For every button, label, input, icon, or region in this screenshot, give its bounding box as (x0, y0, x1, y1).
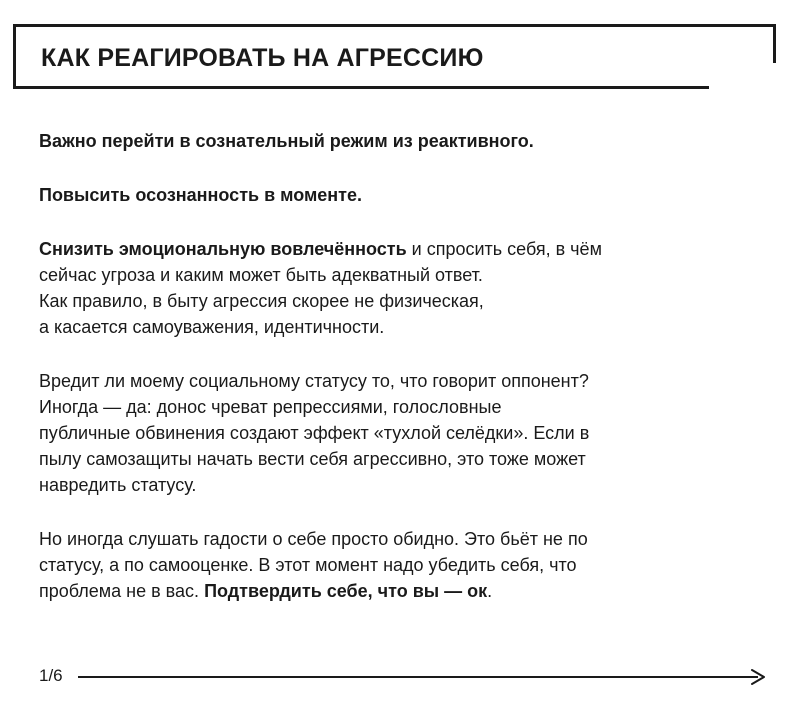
paragraph-5-line-3-start: проблема не в вас. (39, 581, 205, 601)
paragraph-5-line-1: Но иногда слушать гадости о себе просто обидно. Это бьёт не по (39, 529, 588, 549)
arrow-right-icon[interactable] (748, 666, 768, 688)
paragraph-4-line-5: навредить статусу. (39, 475, 197, 495)
paragraph-3 (39, 236, 769, 340)
paragraph-5-line-3-end: . (487, 581, 493, 601)
paragraph-4-line-1: Вредит ли моему социальному статусу то, что говорит оппонент? (39, 371, 589, 391)
paragraph-5 (39, 526, 769, 604)
paragraph-3-line-2: сейчас угроза и каким может быть адекватный ответ. (39, 265, 483, 285)
paragraph-2: Повысить осознанность в моменте. (39, 185, 363, 205)
article-body (39, 128, 769, 604)
paragraph-3-bold: Снизить эмоциональную вовлечённость (39, 239, 407, 259)
paragraph-5-line-2: статусу, а по самооценке. В этот момент надо убедить себя, что (39, 555, 577, 575)
paragraph-3-line-4: а касается самоуважения, идентичности. (39, 317, 385, 337)
paragraph-3-line-1: и спросить себя, в чём (406, 239, 602, 259)
paragraph-5-bold: Подтвердить себе, что вы — ок (204, 581, 488, 601)
paragraph-1: Важно перейти в сознательный режим из реактивного. (39, 131, 534, 151)
page-indicator: 1/6 (39, 666, 63, 685)
paragraph-4-line-4: пылу самозащиты начать вести себя агрессивно, это тоже может (39, 449, 586, 469)
paragraph-4-line-3: публичные обвинения создают эффект «тухлой селёдки». Если в (39, 423, 590, 443)
paragraph-4 (39, 368, 769, 498)
paragraph-4-line-2: Иногда — да: донос чреват репрессиями, голословные (39, 397, 502, 417)
page-title: КАК РЕАГИРОВАТЬ НА АГРЕССИЮ (41, 44, 484, 72)
footer-line (78, 676, 758, 678)
paragraph-3-line-3: Как правило, в быту агрессия скорее не физическая, (39, 291, 484, 311)
